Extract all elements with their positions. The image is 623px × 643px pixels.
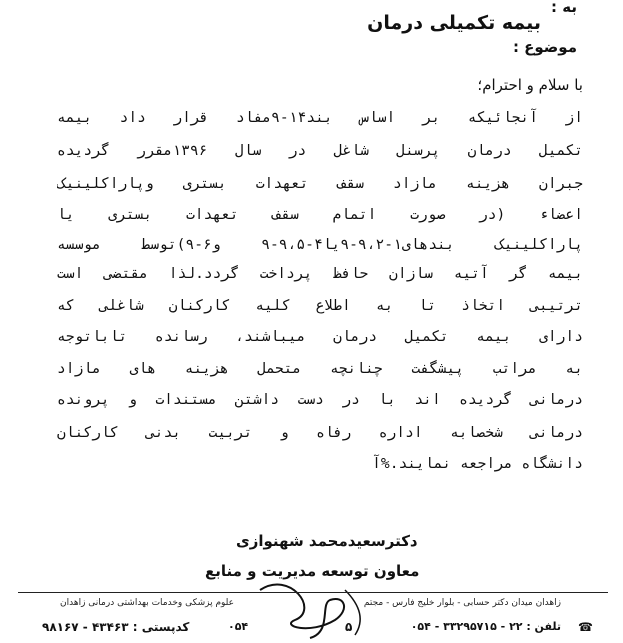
footer-divider <box>18 592 608 593</box>
footer-address: زاهدان میدان دکتر حسابی - بلوار خلیج فارس - مجتم <box>363 598 561 608</box>
footer-organization: علوم پزشکی وخدمات بهداشتی درمانی زاهدان <box>60 598 235 608</box>
handwritten-signature <box>250 560 380 640</box>
body-line: درمانی شخصابه اداره رفاه و تربیت بدنی کارکنان <box>57 424 583 441</box>
body-line: اعضاء (در صورت اتمام سقف تعهدات بستری یا <box>57 206 583 223</box>
body-line: دانشگاه مراجعه نمایند.%آ <box>372 455 583 472</box>
body-line: پاراکلینیک بندهای۱-۹،۲-۹یا۴-۹،۵-۹ و۶-۹)توسط موسسه <box>57 236 583 253</box>
body-line: تکمیل درمان پرسنل شاغل در سال ۱۳۹۶مقرر گردیده <box>57 142 583 159</box>
body-line: جبران هزینه مازاد سقف تعهدات بستری وپاراکلینیک <box>57 175 583 192</box>
body-line: دارای بیمه تکمیل درمان میباشند، رسانده تاباتوجه <box>57 328 583 345</box>
margin-mark: ۵ <box>345 620 353 634</box>
body-line: ترتیبی اتخاذ تا به اطلاع کلیه کارکنان شاغلی که <box>57 297 583 314</box>
footer-phone: تلفن : ۲۲ - ۳۳۲۹۵۷۱۵ - ۰۵۴ <box>410 620 561 633</box>
recipient-label: به : <box>551 0 577 16</box>
body-line: از آنجائیکه بر اساس بند۱۴-۹مفاد قرار داد بیمه <box>57 109 583 126</box>
subject-value: بیمه تکمیلی درمان <box>367 12 541 34</box>
subject-label: موضوع : <box>512 38 577 56</box>
signatory-title: معاون توسعه مدیریت و منابع <box>205 562 420 580</box>
footer-postal-code: کدپستی : ۴۳۴۶۳ - ۹۸۱۶۷ <box>42 620 190 634</box>
phone-icon: ☎ <box>578 620 593 634</box>
footer-fax: ۰۵۴ <box>228 620 249 633</box>
body-line: به مراتب پیشگفت چنانچه متحمل هزینه های مازاد <box>57 360 583 377</box>
greeting: با سلام و احترام؛ <box>477 76 583 94</box>
body-line: بیمه گر آتیه سازان حافظ پرداخت گردد.لذا مقتضی است <box>57 265 583 282</box>
signatory-name: دکترسعیدمحمد شهنوازی <box>236 532 418 550</box>
body-line: درمانی گردیده اند با در دست داشتن مستندات و پرونده <box>57 391 583 408</box>
